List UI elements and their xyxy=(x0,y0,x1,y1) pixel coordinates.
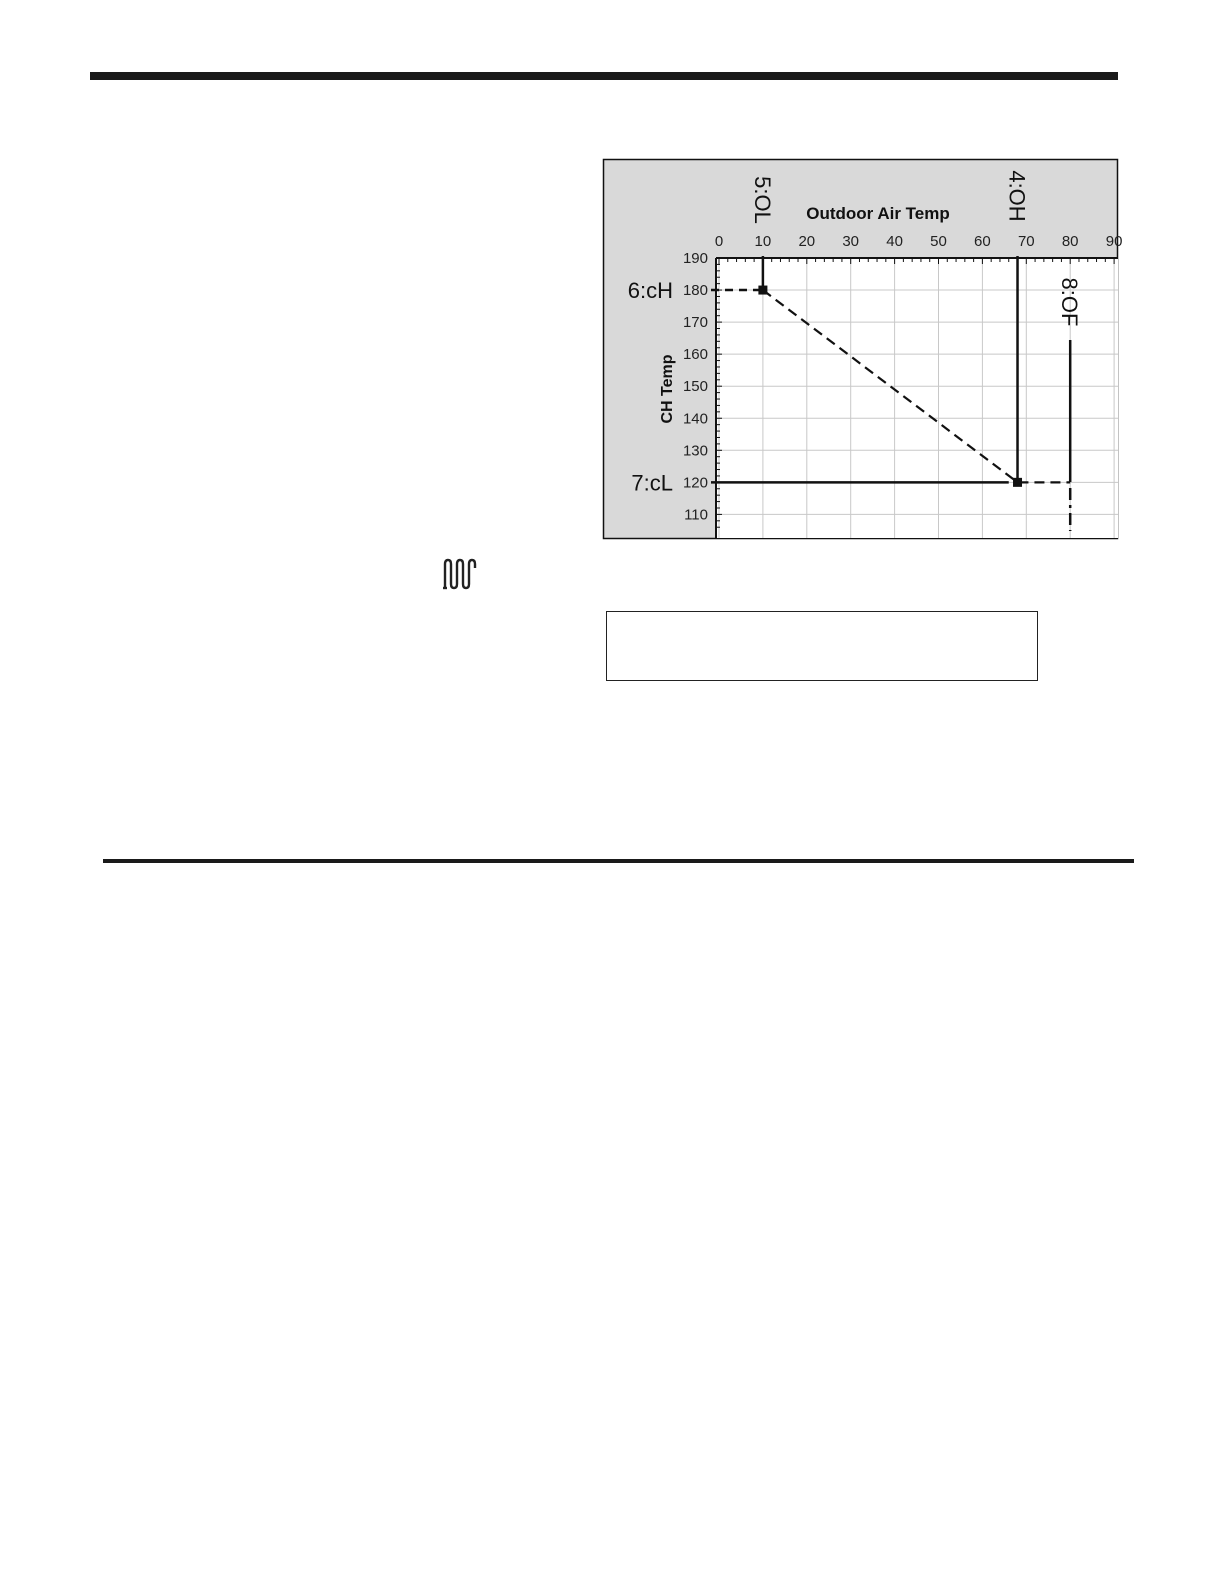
y-tick-label: 150 xyxy=(682,378,708,396)
x-tick-label: 0 xyxy=(714,233,724,250)
y-tick-labels xyxy=(683,250,708,523)
x-tick-label: 50 xyxy=(930,233,947,250)
data-marker-1 xyxy=(1013,478,1022,487)
x-tick-label: 60 xyxy=(974,233,991,250)
x-tick-label: 90 xyxy=(1105,233,1123,250)
x-tick-label: 80 xyxy=(1061,233,1079,250)
y-tick-label: 180 xyxy=(682,282,708,300)
radiator-icon xyxy=(442,557,478,591)
y-tick-label: 190 xyxy=(682,250,708,267)
ref-label-5-ol: 5:OL xyxy=(749,176,775,224)
x-axis-label: Outdoor Air Temp xyxy=(806,204,950,223)
y-tick-label: 140 xyxy=(682,410,708,428)
y-tick-label: 110 xyxy=(684,506,708,524)
y-tick-label: 160 xyxy=(682,346,708,364)
chart-svg xyxy=(603,159,1123,539)
x-tick-label: 70 xyxy=(1017,233,1035,250)
ref-label-7-cl: 7:cL xyxy=(631,470,673,496)
ref-label-8-of: 8:OF xyxy=(1057,277,1083,327)
x-tick-label: 30 xyxy=(842,233,860,250)
ref-label-4-oh: 4:OH xyxy=(1004,170,1030,222)
y-axis-label: CH Temp xyxy=(659,354,676,424)
x-tick-label: 40 xyxy=(886,233,903,250)
data-marker-0 xyxy=(758,286,767,295)
top-rule xyxy=(90,72,1118,80)
section-rule xyxy=(103,859,1134,863)
y-tick-label: 120 xyxy=(682,474,708,492)
x-tick-label: 10 xyxy=(754,233,772,250)
reset-curve-chart xyxy=(603,159,1123,539)
blank-info-box xyxy=(606,611,1038,681)
y-tick-label: 170 xyxy=(682,314,708,332)
ref-label-6-ch: 6:cH xyxy=(627,278,673,304)
y-tick-label: 130 xyxy=(682,442,708,460)
x-tick-label: 20 xyxy=(798,233,816,250)
